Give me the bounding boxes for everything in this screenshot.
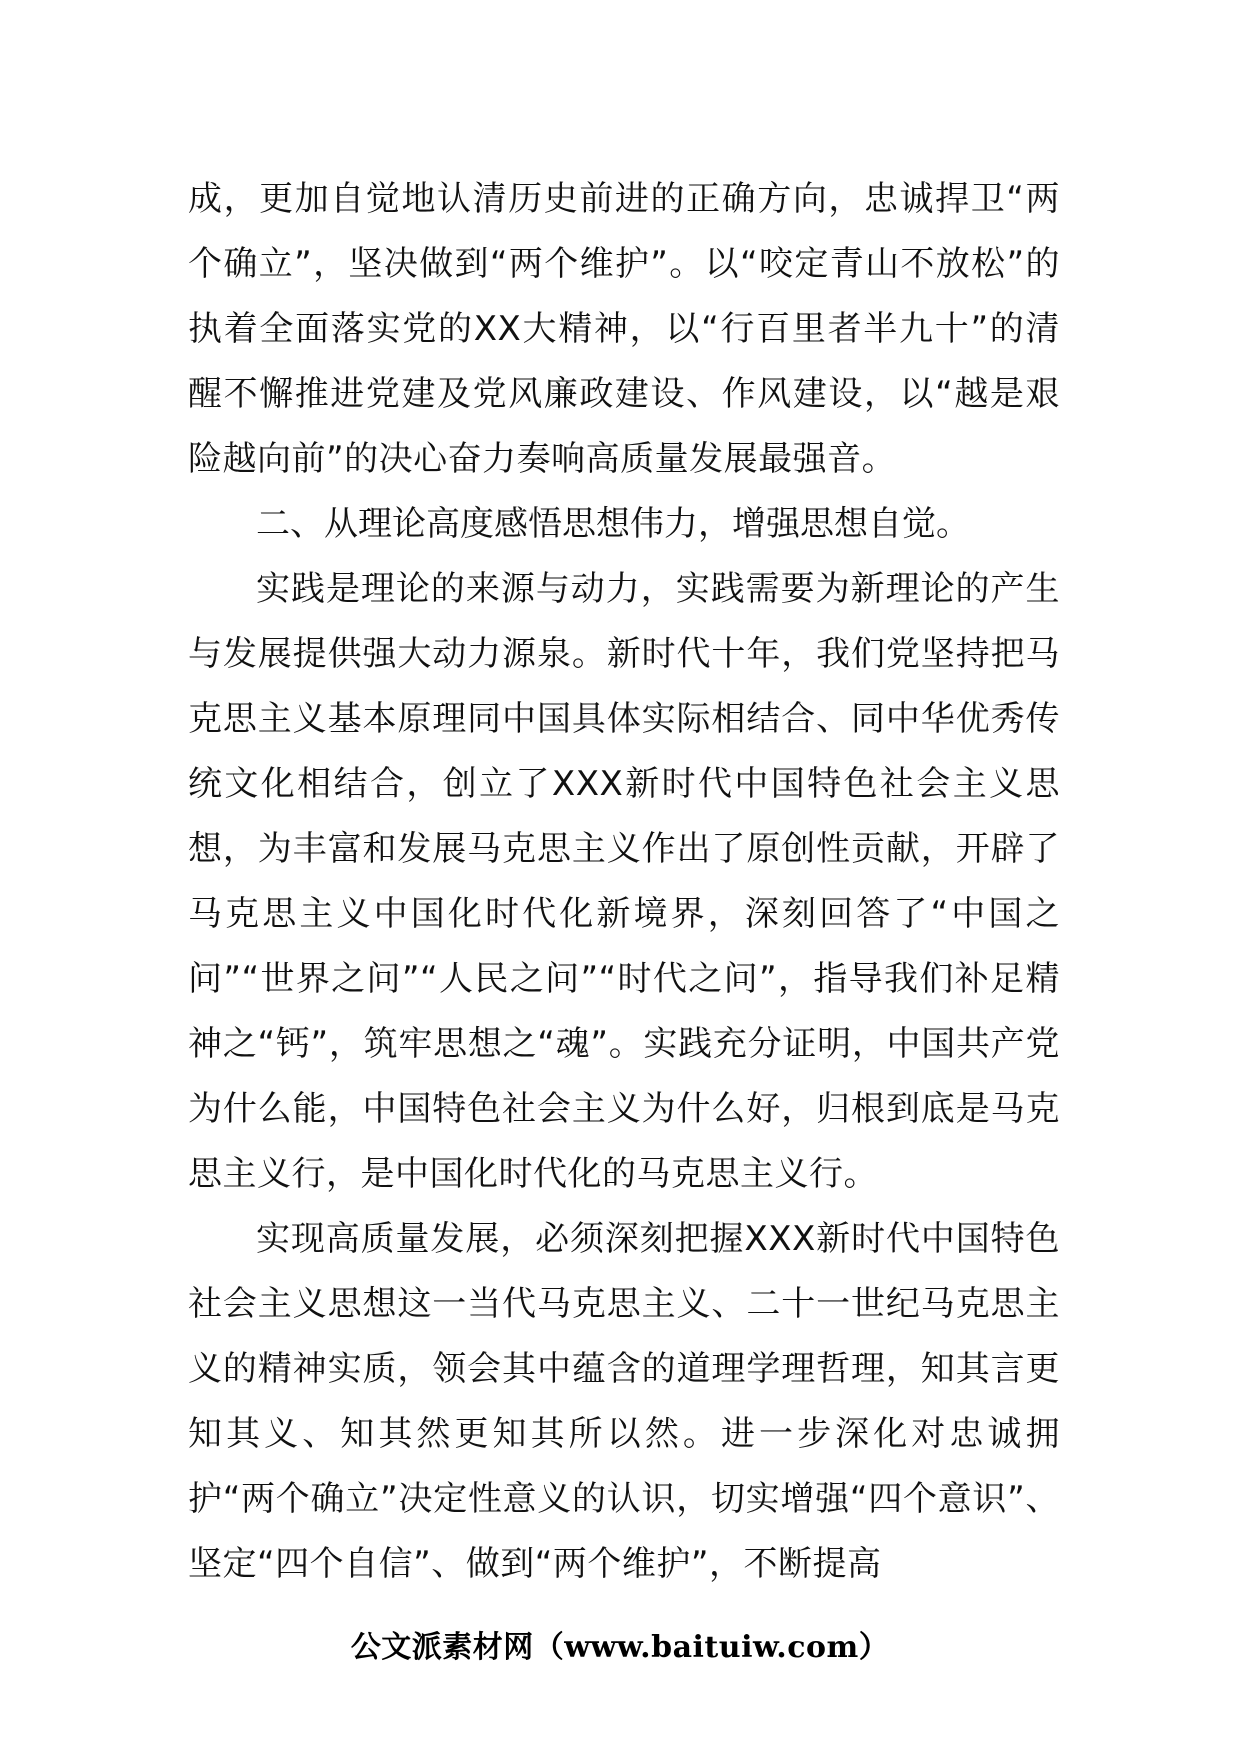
document-body <box>188 167 1060 1597</box>
paragraph-body: 实现高质量发展，必须深刻把握XXX新时代中国特色社会主义思想这一当代马克思主义、二十一世纪马克思主义的精神实质，领会其中蕴含的道理学理哲理，知其言更知其义、知其然更知其所以然。进一步深化对忠诚拥护“两个确立”决定性意义的认识，切实增强“四个意识”、坚定“四个自信”、做到“两个维护”，不断提高 <box>188 1219 1060 1584</box>
paragraph-continuation: 成，更加自觉地认清历史前进的正确方向，忠诚捍卫“两个确立”，坚决做到“两个维护”。以“咬定青山不放松”的执着全面落实党的XX大精神，以“行百里者半九十”的清醒不懈推进党建及党风廉政建设、作风建设，以“越是艰险越向前”的决心奋力奏响高质量发展最强音。 <box>188 179 1060 479</box>
footer-watermark: 公文派素材网（www.baituiw.com） <box>350 1630 890 1665</box>
section-heading: 二、从理论高度感悟思想伟力，增强思想自觉。 <box>256 504 970 544</box>
paragraph-body: 实践是理论的来源与动力，实践需要为新理论的产生与发展提供强大动力源泉。新时代十年，我们党坚持把马克思主义基本原理同中国具体实际相结合、同中华优秀传统文化相结合，创立了XXX新时代中国特色社会主义思想，为丰富和发展马克思主义作出了原创性贡献，开辟了马克思主义中国化时代化新境界，深刻回答了“中国之问”“世界之问”“人民之问”“时代之问”，指导我们补足精神之“钙”，筑牢思想之“魂”。实践充分证明，中国共产党为什么能，中国特色社会主义为什么好，归根到底是马克思主义行，是中国化时代化的马克思主义行。 <box>188 569 1060 1194</box>
